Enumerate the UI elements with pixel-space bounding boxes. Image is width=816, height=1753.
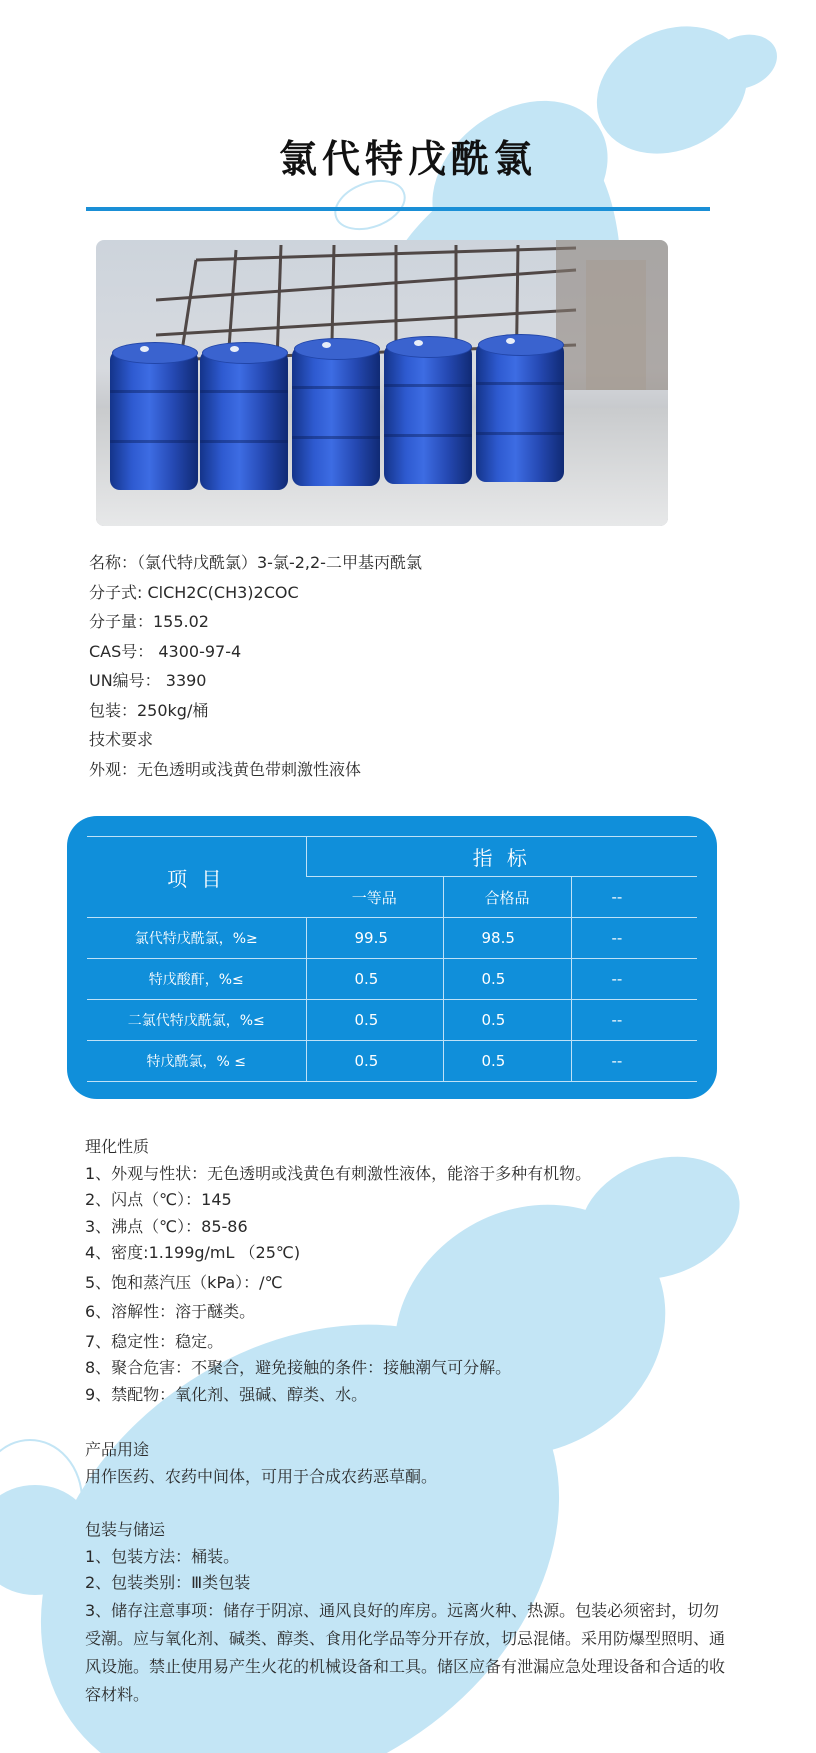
- property-item: 4、密度:1.199g/mL （25℃): [85, 1243, 301, 1262]
- info-appearance: 外观：无色透明或浅黄色带刺激性液体: [89, 759, 362, 779]
- info-packaging: 包装：250kg/桶: [89, 700, 209, 720]
- drum-4: [384, 344, 472, 484]
- info-formula: 分子式: ClCH2C(CH3)2COC: [89, 582, 299, 602]
- info-un: UN编号： 3390: [89, 671, 207, 690]
- row-value-3: --: [571, 959, 697, 1000]
- info-tech-requirements: 技术要求: [89, 730, 154, 749]
- row-value-1: 0.5: [306, 1041, 443, 1082]
- row-value-3: --: [571, 1041, 697, 1082]
- row-name: 氯代特戊酰氯，%≥: [134, 931, 258, 947]
- properties-heading: 理化性质: [85, 1137, 150, 1156]
- row-name: 二氯代特戊酰氯，%≤: [127, 1013, 265, 1029]
- row-name: 特戊酰氯，% ≤: [146, 1054, 246, 1070]
- table-row: [87, 1041, 697, 1082]
- row-value-2: 98.5: [443, 918, 571, 959]
- product-info: [89, 548, 422, 784]
- table-row: [87, 1000, 697, 1041]
- title-divider: [86, 207, 710, 211]
- drum-2: [200, 350, 288, 490]
- property-item: 6、溶解性：溶于醚类。: [85, 1302, 256, 1321]
- usage-heading: 产品用途: [85, 1440, 150, 1459]
- drum-1: [110, 350, 198, 490]
- product-photo: [96, 240, 668, 526]
- row-value-1: 0.5: [306, 1000, 443, 1041]
- grade-first: 一等品: [351, 888, 397, 907]
- usage-section: [85, 1437, 437, 1490]
- row-name: 特戊酸酐，%≤: [148, 972, 244, 988]
- property-item: 5、饱和蒸汽压（kPa）：/℃: [85, 1272, 283, 1292]
- usage-text: 用作医药、农药中间体，可用于合成农药恶草酮。: [85, 1466, 438, 1486]
- row-value-2: 0.5: [443, 1041, 571, 1082]
- drum-3: [292, 346, 380, 486]
- property-item: 9、禁配物：氧化剂、强碱、醇类、水。: [85, 1384, 368, 1404]
- storage-heading: 包装与储运: [85, 1520, 166, 1539]
- row-value-2: 0.5: [443, 959, 571, 1000]
- storage-item: 3、储存注意事项：储存于阴凉、通风良好的库房。远离火种、热源。包装必须密封，切勿受潮。应与氧化剂、碱类、醇类、食用化学品等分开存放，切忌混储。采用防爆型照明、通风设施。禁止使用易产生火花的机械设备和工具。储区应备有泄漏应急处理设备和合适的收容材料。: [85, 1600, 726, 1704]
- info-molecular-weight: 分子量：155.02: [89, 612, 209, 631]
- storage-item: 1、包装方法：桶装。: [85, 1546, 240, 1566]
- row-value-3: --: [571, 1000, 697, 1041]
- table-row: [87, 959, 697, 1000]
- property-item: 2、闪点（℃）：145: [85, 1190, 232, 1209]
- page-title: 氯代特戊酰氯: [278, 137, 537, 181]
- spec-table: [67, 816, 717, 1099]
- grade-other: --: [571, 877, 697, 918]
- col-item-header: 项 目: [167, 866, 226, 891]
- property-item: 3、沸点（℃）：85-86: [85, 1216, 248, 1236]
- row-value-3: --: [571, 918, 697, 959]
- property-item: 8、聚合危害：不聚合，避免接触的条件：接触潮气可分解。: [85, 1358, 512, 1377]
- property-item: 7、稳定性：稳定。: [85, 1331, 224, 1351]
- table-row: [87, 918, 697, 959]
- row-value-1: 0.5: [306, 959, 443, 1000]
- storage-item: 2、包装类别：Ⅲ类包装: [85, 1573, 251, 1592]
- info-cas: CAS号： 4300-97-4: [89, 641, 242, 661]
- col-index-header: 指 标: [306, 837, 697, 877]
- grade-qualified: 合格品: [443, 877, 571, 918]
- storage-section: [85, 1517, 725, 1709]
- info-name: 名称：（氯代特戊酰氯）3-氯-2,2-二甲基丙酰氯: [89, 553, 422, 572]
- properties-section: [85, 1134, 591, 1408]
- row-value-1: 99.5: [306, 918, 443, 959]
- row-value-2: 0.5: [443, 1000, 571, 1041]
- property-item: 1、外观与性状：无色透明或浅黄色有刺激性液体，能溶于多种有机物。: [85, 1163, 592, 1183]
- drum-5: [476, 342, 564, 482]
